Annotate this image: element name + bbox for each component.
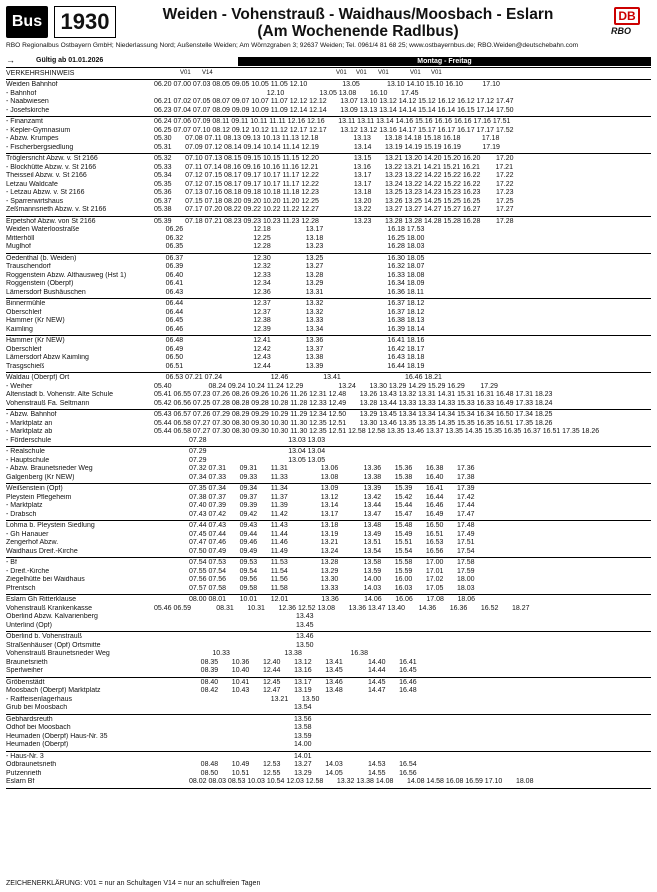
traffic-notes-label: VERKEHRSHINWEIS bbox=[6, 70, 75, 77]
timetable-row bbox=[6, 576, 651, 585]
stop-name: - Naabwiesen bbox=[6, 98, 49, 105]
timetable-row bbox=[6, 539, 651, 548]
timetable-row bbox=[6, 753, 651, 762]
timetable-row bbox=[6, 374, 651, 383]
stop-name: Erpetshof Abzw. von St 2166 bbox=[6, 217, 96, 225]
timetable-row bbox=[6, 778, 651, 787]
departure-times: 06.45 12.38 13.33 16.38 18.13 bbox=[154, 317, 425, 324]
stop-name: - Bf bbox=[6, 559, 17, 566]
note-v14: V14 bbox=[202, 70, 213, 76]
departure-times: 05.42 06.56 07.25 07.28 08.28 09.28 10.28 11.28 12.33 12.49 13.28 13.44 13.33 13.33 14.33 15.33 16.33 16.49 17.33 18.24 bbox=[154, 399, 553, 407]
timetable-row bbox=[6, 400, 651, 409]
stop-name: - Letzau Abzw. v. St 2166 bbox=[6, 189, 85, 196]
departure-times: 07.54 07.53 09.53 11.53 13.28 13.58 15.58 17.00 17.58 bbox=[154, 559, 475, 566]
stop-name: Zeßmannsrieth Abzw. v. St 2166 bbox=[6, 206, 107, 213]
departure-times: 08.35 10.36 12.40 13.12 13.41 14.40 16.41 bbox=[154, 658, 417, 666]
stop-name: Zengerhof Abzw. bbox=[6, 539, 59, 546]
timetable-row bbox=[6, 716, 651, 725]
timetable-row bbox=[6, 485, 651, 494]
stop-group bbox=[6, 80, 651, 117]
note-v01: V01 bbox=[180, 70, 191, 76]
stop-name: Straßenhäuser (Opf) Ortsmitte bbox=[6, 641, 101, 649]
stop-name: Vohenstrauß Braunetsrieder Weg bbox=[6, 650, 110, 657]
timetable-row bbox=[6, 650, 651, 659]
timetable-row bbox=[6, 622, 651, 631]
timetable-row bbox=[6, 326, 651, 335]
timetable-row bbox=[6, 255, 651, 264]
timetable-row bbox=[6, 391, 651, 400]
stop-name: Grub bei Moosbach bbox=[6, 704, 68, 711]
departure-times: 06.46 12.39 13.34 16.39 18.14 bbox=[154, 325, 425, 333]
departure-times: 14.01 bbox=[154, 752, 312, 760]
timetable-row bbox=[6, 90, 651, 99]
stop-group bbox=[6, 336, 651, 373]
departure-times: 14.00 bbox=[154, 741, 312, 748]
route-title-line2: (Am Wochenende Radlbus) bbox=[257, 23, 459, 40]
stop-name: Roggenstein (Oberpf) bbox=[6, 280, 74, 287]
departure-times: 07.55 07.54 09.54 11.54 13.29 13.59 15.59 17.01 17.59 bbox=[154, 567, 475, 575]
timetable-row bbox=[6, 226, 651, 235]
note-v01: V01 bbox=[336, 70, 347, 76]
stop-group bbox=[6, 595, 651, 632]
timetable-row bbox=[6, 289, 651, 298]
departure-times: 05.37 07.15 07.18 08.20 09.20 10.20 11.20 12.25 13.20 13.26 13.25 14.25 15.25 16.25 17.25 bbox=[154, 197, 514, 205]
timetable-row bbox=[6, 263, 651, 272]
note-v01: V01 bbox=[431, 70, 442, 76]
departure-times: 13.56 bbox=[154, 715, 312, 723]
stop-name: - Abzw. Braunetsrieder Weg bbox=[6, 465, 93, 472]
departure-times: 05.32 07.10 07.13 08.15 09.15 10.15 11.15 12.20 13.15 13.21 13.20 14.20 15.20 16.20 17.20 bbox=[154, 155, 514, 162]
timetable-row bbox=[6, 198, 651, 207]
timetable-row bbox=[6, 363, 651, 372]
stop-group bbox=[6, 254, 651, 300]
departure-times: 13.21 13.50 bbox=[154, 695, 320, 703]
timetable-row bbox=[6, 696, 651, 705]
departure-times: 05.39 07.18 07.21 08.23 09.23 10.23 11.23 12.28 13.23 13.28 13.28 14.28 15.28 16.28 17.28 bbox=[154, 217, 514, 225]
note-v01: V01 bbox=[410, 70, 421, 76]
stop-name: - Marktplatz bbox=[6, 502, 43, 509]
stop-name: Letzau Waldcafe bbox=[6, 180, 58, 188]
stop-name: - Realschule bbox=[6, 448, 45, 455]
departure-times: 08.02 08.03 08.53 10.03 10.54 12.03 12.58 13.32 13.38 14.08 14.08 14.58 16.08 16.59 17.10 18.08 bbox=[154, 778, 534, 785]
traffic-notes-row bbox=[6, 70, 651, 80]
stop-name: - Abzw. Krumpes bbox=[6, 135, 59, 142]
departure-times: 06.43 12.36 13.31 16.36 18.11 bbox=[154, 288, 424, 296]
stop-group bbox=[6, 299, 651, 336]
timetable-row bbox=[6, 411, 651, 420]
timetable-row bbox=[6, 107, 651, 116]
stop-name: Eslarn Gh Ritterklause bbox=[6, 596, 77, 603]
stop-name: Theisseil Abzw. v. St 2166 bbox=[6, 172, 87, 179]
departure-times: 07.43 07.42 09.42 11.42 13.17 13.47 15.47 16.49 17.47 bbox=[154, 510, 475, 518]
departure-times: 05.40 08.24 09.24 10.24 11.24 12.29 13.24 13.30 13.29 14.29 15.29 16.29 17.29 bbox=[154, 382, 498, 390]
timetable-row bbox=[6, 733, 651, 742]
timetable-row bbox=[6, 81, 651, 90]
departure-times: 13.59 bbox=[154, 732, 312, 740]
stop-group bbox=[6, 558, 651, 595]
departure-times: 06.37 12.30 13.25 16.30 18.05 bbox=[154, 254, 425, 262]
departure-times: 06.48 12.41 13.36 16.41 18.16 bbox=[154, 337, 425, 344]
timetable-row bbox=[6, 511, 651, 520]
stop-name: Roggenstein Abzw. Althausweg (Hst 1) bbox=[6, 271, 127, 279]
departure-times: 13.54 bbox=[154, 704, 312, 711]
timetable-row bbox=[6, 633, 651, 642]
valid-from: Gültig ab 01.01.2026 bbox=[36, 57, 104, 64]
departure-times: 07.35 07.34 09.34 11.34 13.09 13.39 15.39 16.41 17.39 bbox=[154, 485, 475, 492]
stop-name: Vohenstrauß Krankenkasse bbox=[6, 604, 92, 612]
timetable-header bbox=[6, 6, 651, 44]
stop-group bbox=[6, 715, 651, 752]
departure-times: 06.51 12.44 13.39 16.44 18.19 bbox=[154, 362, 425, 370]
stop-group bbox=[6, 632, 651, 678]
departure-times: 06.39 12.32 13.27 16.32 18.07 bbox=[154, 263, 425, 270]
departure-times: 05.34 07.12 07.15 08.17 09.17 10.17 11.17 12.22 13.17 13.23 13.22 14.22 15.22 16.22 17.22 bbox=[154, 172, 514, 179]
departure-times: 13.45 bbox=[154, 621, 314, 629]
stop-name: Oberschleif bbox=[6, 345, 42, 353]
stop-group bbox=[6, 373, 651, 410]
stop-group bbox=[6, 410, 651, 447]
validity-bar bbox=[6, 56, 651, 68]
departure-times: 05.43 06.57 07.26 07.29 08.29 09.29 10.29 11.29 12.34 12.50 13.29 13.45 13.34 13.34 14.34 15.34 16.34 16.50 17.34 18.25 bbox=[154, 411, 553, 418]
stop-name: Vohenstrauß Fa. Seltmann bbox=[6, 399, 90, 407]
timetable-row bbox=[6, 741, 651, 750]
stop-name: - Sparrerwirtshaus bbox=[6, 197, 64, 205]
stop-name: - Blockhütte Abzw. v. St 2166 bbox=[6, 163, 97, 171]
timetable-row bbox=[6, 502, 651, 511]
route-title bbox=[122, 6, 594, 40]
stop-name: - Marktplatz an bbox=[6, 419, 53, 427]
timetable-row bbox=[6, 605, 651, 614]
departure-times: 05.36 07.13 07.16 08.18 09.18 10.18 11.18 12.23 13.18 13.25 13.23 14.23 15.23 16.23 17.23 bbox=[154, 189, 514, 196]
timetable-row bbox=[6, 548, 651, 557]
stop-name: - Bahnhof bbox=[6, 89, 37, 97]
timetable-row bbox=[6, 465, 651, 474]
stop-name: Trauschendorf bbox=[6, 263, 51, 270]
timetable-row bbox=[6, 206, 651, 215]
timetable-row bbox=[6, 770, 651, 779]
stop-name: Binnermühle bbox=[6, 300, 46, 307]
departure-times: 13.46 bbox=[154, 633, 314, 640]
departure-times: 07.45 07.44 09.44 11.44 13.19 13.49 15.49 16.51 17.49 bbox=[154, 530, 475, 538]
stop-name: Oberlind b. Vohenstrauß bbox=[6, 633, 82, 640]
departure-times: 08.00 08.01 10.01 12.01 13.36 14.06 16.06 17.08 18.06 bbox=[154, 596, 476, 603]
departure-times: 07.47 07.46 09.46 11.46 13.21 13.51 15.51 16.53 17.51 bbox=[154, 539, 475, 546]
timetable-row bbox=[6, 428, 651, 437]
stop-name: Odhof bei Moosbach bbox=[6, 724, 71, 731]
line-number: 1930 bbox=[54, 6, 116, 38]
stop-name: - Gh Hanauer bbox=[6, 530, 49, 538]
stop-name: Sperlweiher bbox=[6, 667, 43, 674]
stop-name: Weiden Bahnhof bbox=[6, 81, 58, 88]
departure-times: 05.35 07.12 07.15 08.17 09.17 10.17 11.17 12.22 13.17 13.24 13.22 14.22 15.22 16.22 17.22 bbox=[154, 180, 514, 188]
stop-name: - Förderschule bbox=[6, 436, 52, 444]
stop-name: Braunetsrieth bbox=[6, 658, 48, 666]
timetable-row bbox=[6, 243, 651, 252]
stop-name: Muglhof bbox=[6, 243, 31, 250]
timetable-row bbox=[6, 181, 651, 190]
departure-times: 07.57 07.58 09.58 11.58 13.33 14.03 16.03 17.05 18.03 bbox=[154, 584, 475, 592]
stop-name: Oedenthal (b. Weiden) bbox=[6, 254, 77, 262]
departure-times: 05.30 07.08 07.11 08.13 09.13 10.13 11.13 12.18 13.13 13.18 14.18 15.18 16.18 17.18 bbox=[154, 135, 500, 142]
stop-name: Waidhaus Dreif.-Kirche bbox=[6, 547, 78, 555]
stop-name: - Drabsch bbox=[6, 510, 37, 518]
stop-name: Weißenstein (Opf) bbox=[6, 485, 63, 492]
stop-name: Heumaden (Oberpf) Haus-Nr. 35 bbox=[6, 732, 108, 740]
stop-name: - Josefskirche bbox=[6, 106, 50, 114]
departure-times: 06.32 12.25 13.18 16.25 18.00 bbox=[154, 234, 425, 242]
timetable-row bbox=[6, 189, 651, 198]
stop-name: Pfrentsch bbox=[6, 584, 36, 592]
stop-name: Unterlind (Opf) bbox=[6, 621, 52, 629]
stop-group bbox=[6, 117, 651, 154]
departure-times: 06.26 12.18 13.17 16.18 17.53 bbox=[154, 226, 425, 233]
timetable-row bbox=[6, 531, 651, 540]
timetable-row bbox=[6, 474, 651, 483]
stop-name: Waldau (Oberpf) Ort bbox=[6, 374, 70, 381]
departure-times: 08.42 10.43 12.47 13.19 13.48 14.47 16.48 bbox=[154, 687, 417, 694]
timetable-row bbox=[6, 354, 651, 363]
stop-name: Ziegelhütte bei Waidhaus bbox=[6, 576, 85, 583]
departure-times: 07.40 07.39 09.39 11.39 13.14 13.44 15.44 16.46 17.44 bbox=[154, 502, 475, 509]
timetable-row bbox=[6, 144, 651, 153]
stop-group bbox=[6, 217, 651, 254]
stop-name: Heumaden (Oberpf) bbox=[6, 741, 69, 748]
departure-times: 06.41 12.34 13.29 16.34 18.09 bbox=[154, 280, 425, 287]
departure-times: 06.20 07.00 07.03 08.05 09.05 10.05 11.05 12.10 13.05 13.10 14.10 15.10 16.10 17.10 bbox=[154, 81, 500, 88]
db-logo: DB bbox=[614, 7, 640, 25]
timetable bbox=[6, 80, 651, 789]
departure-times: 13.58 bbox=[154, 724, 312, 731]
stop-name: - Haus-Nr. 3 bbox=[6, 752, 44, 760]
timetable-row bbox=[6, 494, 651, 503]
departure-times: 06.40 12.33 13.28 16.33 18.08 bbox=[154, 271, 425, 279]
timetable-row bbox=[6, 522, 651, 531]
route-title-line1: Weiden - Vohenstrauß - Waidhaus/Moosbach - Eslarn bbox=[162, 6, 554, 23]
departure-times: 07.28 13.03 13.03 bbox=[154, 436, 326, 444]
timetable-row bbox=[6, 667, 651, 676]
stop-group bbox=[6, 521, 651, 558]
note-v01: V01 bbox=[356, 70, 367, 76]
departure-times: 06.50 12.43 13.38 16.43 18.18 bbox=[154, 354, 425, 361]
stop-name: Oberschleif bbox=[6, 308, 42, 316]
departure-times: 06.35 12.28 13.23 16.28 18.03 bbox=[154, 243, 425, 250]
timetable-row bbox=[6, 585, 651, 594]
timetable-row bbox=[6, 761, 651, 770]
departure-times: 13.43 bbox=[154, 613, 314, 620]
stop-group bbox=[6, 678, 651, 715]
departure-times: 08.40 10.41 12.45 13.17 13.46 14.45 16.46 bbox=[154, 678, 417, 686]
stop-name: Putzenrieth bbox=[6, 769, 42, 777]
departure-times: 07.44 07.43 09.43 11.43 13.18 13.48 15.48 16.50 17.48 bbox=[154, 522, 475, 529]
timetable-row bbox=[6, 300, 651, 309]
stop-name: Eslarn Bf bbox=[6, 778, 35, 785]
timetable-row bbox=[6, 98, 651, 107]
stop-name: Hammer (Kr NEW) bbox=[6, 317, 65, 324]
stop-name: Tröglersricht Abzw. v. St 2166 bbox=[6, 155, 98, 162]
operator-info: RBO Regionalbus Ostbayern GmbH; Niederlassung Nord; Außenstelle Weiden; Am Wörnzgraben 3; 92637 Weiden; Tel. 0961/4 81 68 25; www.ostbayernbus.de; RBO.Weiden@deutschebahn.com bbox=[6, 42, 579, 49]
stop-name: Altenstadt b. Vohenstr. Alte Schule bbox=[6, 391, 114, 398]
timetable-row bbox=[6, 457, 651, 466]
stop-name: Kaimling bbox=[6, 325, 33, 333]
stop-name: Lohma b. Pleystein Siedlung bbox=[6, 522, 95, 529]
timetable-row bbox=[6, 420, 651, 429]
stop-name: Moosbach (Oberpf) Marktplatz bbox=[6, 687, 101, 694]
departure-times: 06.53 07.21 07.24 12.46 13.41 16.46 18.21 bbox=[154, 374, 442, 381]
stop-group bbox=[6, 752, 651, 789]
stop-group bbox=[6, 154, 651, 217]
departure-times: 05.44 06.58 07.27 07.30 08.30 09.30 10.30 11.30 12.35 12.51 13.30 13.46 13.35 13.35 14.35 15.35 16.35 16.51 17.35 18.26 bbox=[154, 419, 553, 427]
departure-times: 07.34 07.33 09.33 11.33 13.08 13.38 15.38 16.40 17.38 bbox=[154, 473, 475, 481]
timetable-row bbox=[6, 317, 651, 326]
stop-name: Weiden Waterloostraße bbox=[6, 226, 80, 233]
stop-name: Lämersdorf Abzw Kaimling bbox=[6, 354, 89, 361]
stop-name: Trasgschieß bbox=[6, 362, 45, 370]
timetable-row bbox=[6, 337, 651, 346]
stop-name: - Kepler-Gymnasium bbox=[6, 126, 71, 134]
departure-times: 05.38 07.17 07.20 08.22 09.22 10.22 11.22 12.27 13.22 13.27 13.27 14.27 15.27 16.27 17.27 bbox=[154, 206, 514, 213]
departure-times: 05.46 06.59 08.31 10.31 12.36 12.52 13.08 13.36 13.47 13.40 14.36 16.36 16.52 18.27 bbox=[154, 604, 530, 612]
timetable-row bbox=[6, 568, 651, 577]
timetable-row bbox=[6, 383, 651, 392]
timetable-row bbox=[6, 448, 651, 457]
stop-name: Gröbenstädt bbox=[6, 678, 45, 686]
stop-name: - Dreif.-Kirche bbox=[6, 567, 50, 575]
departure-times: 07.29 13.05 13.05 bbox=[154, 456, 326, 464]
departure-times: 08.39 10.40 12.44 13.16 13.45 14.44 16.45 bbox=[154, 667, 417, 674]
stop-name: Galgenberg (Kr NEW) bbox=[6, 473, 75, 481]
departure-times: 07.29 13.04 13.04 bbox=[154, 448, 326, 455]
stop-group bbox=[6, 447, 651, 484]
departure-times: 07.32 07.31 09.31 11.31 13.06 13.36 15.36 16.38 17.36 bbox=[154, 465, 475, 472]
stop-name: - Finanzamt bbox=[6, 118, 43, 125]
departure-times: 06.24 07.06 07.09 08.11 09.11 10.11 11.11 12.16 12.16 13.11 13.11 13.14 14.16 15.16 16.16 16.16 17.16 17.51 bbox=[154, 118, 511, 125]
days-of-operation: Montag - Freitag bbox=[238, 57, 651, 66]
timetable-row bbox=[6, 309, 651, 318]
departure-times: 13.50 bbox=[154, 641, 314, 649]
departure-times: 06.21 07.02 07.05 08.07 09.07 10.07 11.07 12.12 12.12 13.07 13.10 13.12 14.12 15.12 16.12 16.12 17.12 17.47 bbox=[154, 98, 514, 105]
stop-name: Pleystein Pflegeheim bbox=[6, 493, 72, 501]
timetable-row bbox=[6, 218, 651, 227]
timetable-row bbox=[6, 127, 651, 136]
timetable-row bbox=[6, 172, 651, 181]
bus-badge: Bus bbox=[6, 6, 48, 38]
timetable-row bbox=[6, 687, 651, 696]
stop-name: - Fischerbergsiedlung bbox=[6, 143, 74, 151]
stop-name: Hammer (Kr NEW) bbox=[6, 337, 65, 344]
stop-name: Oberlind Abzw. Kalvarienberg bbox=[6, 613, 98, 620]
stop-name: - Weiher bbox=[6, 382, 33, 390]
departure-times: 05.41 06.55 07.23 07.26 08.26 09.26 10.26 11.26 12.31 12.48 13.26 13.43 13.32 13.31 14.31 15.31 16.31 16.48 17.31 18.23 bbox=[154, 391, 553, 398]
timetable-row bbox=[6, 724, 651, 733]
departure-times: 05.31 07.09 07.12 08.14 09.14 10.14 11.14 12.19 13.14 13.19 14.19 15.19 16.19 17.19 bbox=[154, 143, 500, 151]
departure-times: 06.23 07.04 07.07 08.09 09.09 10.09 11.09 12.14 12.14 13.09 13.13 13.14 14.14 15.14 16.14 16.15 17.14 17.50 bbox=[154, 106, 514, 114]
stop-name: Ödbraunetsrieth bbox=[6, 761, 57, 768]
stop-name: - Marktplatz ab bbox=[6, 428, 53, 435]
timetable-row bbox=[6, 659, 651, 668]
timetable-row bbox=[6, 272, 651, 281]
stop-name: Mitterhöll bbox=[6, 234, 35, 242]
departure-times: 07.56 07.56 09.56 11.56 13.30 14.00 16.00 17.02 18.00 bbox=[154, 576, 475, 583]
stop-name: - Abzw. Bahnhof bbox=[6, 411, 57, 418]
departure-times: 05.44 06.58 07.27 07.30 08.30 09.30 10.30 11.30 12.35 12.51 12.58 12.58 13.35 13.46 13.37 13.35 14.35 15.35 16.35 16.37 16.51 17.35 18.26 bbox=[154, 428, 600, 435]
stop-group bbox=[6, 484, 651, 521]
departure-times: 12.10 13.05 13.08 16.10 17.45 bbox=[154, 89, 419, 97]
timetable-row bbox=[6, 596, 651, 605]
timetable-row bbox=[6, 559, 651, 568]
departure-times: 08.50 10.51 12.55 13.29 14.05 14.55 16.56 bbox=[154, 769, 417, 777]
timetable-row bbox=[6, 164, 651, 173]
timetable-row bbox=[6, 235, 651, 244]
departure-times: 06.49 12.42 13.37 16.42 18.17 bbox=[154, 345, 425, 353]
departure-times: 06.44 12.37 13.32 16.37 18.12 bbox=[154, 300, 425, 307]
departure-times: 07.50 07.49 09.49 11.49 13.24 13.54 15.54 16.56 17.54 bbox=[154, 547, 475, 555]
arrow-icon: → bbox=[6, 55, 15, 65]
departure-times: 07.38 07.37 09.37 11.37 13.12 13.42 15.42 16.44 17.42 bbox=[154, 493, 475, 501]
departure-times: 05.33 07.11 07.14 08.16 09.16 10.16 11.16 12.21 13.16 13.22 13.21 14.21 15.21 16.21 17.21 bbox=[154, 163, 513, 171]
departure-times: 06.25 07.07 07.10 08.12 09.12 10.12 11.12 12.17 12.17 13.12 13.12 13.16 14.17 15.17 16.17 16.17 17.17 17.52 bbox=[154, 126, 514, 134]
rbo-logo: RBO bbox=[611, 26, 631, 36]
timetable-row bbox=[6, 613, 651, 622]
timetable-row bbox=[6, 346, 651, 355]
note-v01: V01 bbox=[378, 70, 389, 76]
stop-name: - Hauptschule bbox=[6, 456, 50, 464]
timetable-row bbox=[6, 679, 651, 688]
departure-times: 10.33 13.38 16.38 bbox=[154, 650, 368, 657]
timetable-row bbox=[6, 704, 651, 713]
legend-footer: ZEICHENERKLÄRUNG: V01 = nur an Schultagen V14 = nur an schulfreien Tagen bbox=[6, 880, 261, 887]
departure-times: 06.44 12.37 13.32 16.37 18.12 bbox=[154, 308, 425, 316]
timetable-row bbox=[6, 118, 651, 127]
timetable-row bbox=[6, 155, 651, 164]
timetable-row bbox=[6, 280, 651, 289]
stop-name: - Raiffeisenlagerhaus bbox=[6, 695, 73, 703]
timetable-row bbox=[6, 437, 651, 446]
stop-name: Gebhardsreuth bbox=[6, 715, 53, 723]
stop-name: Lämersdorf Bushäuschen bbox=[6, 288, 86, 296]
timetable-row bbox=[6, 642, 651, 651]
departure-times: 08.48 10.49 12.53 13.27 14.03 14.53 16.54 bbox=[154, 761, 417, 768]
timetable-row bbox=[6, 135, 651, 144]
